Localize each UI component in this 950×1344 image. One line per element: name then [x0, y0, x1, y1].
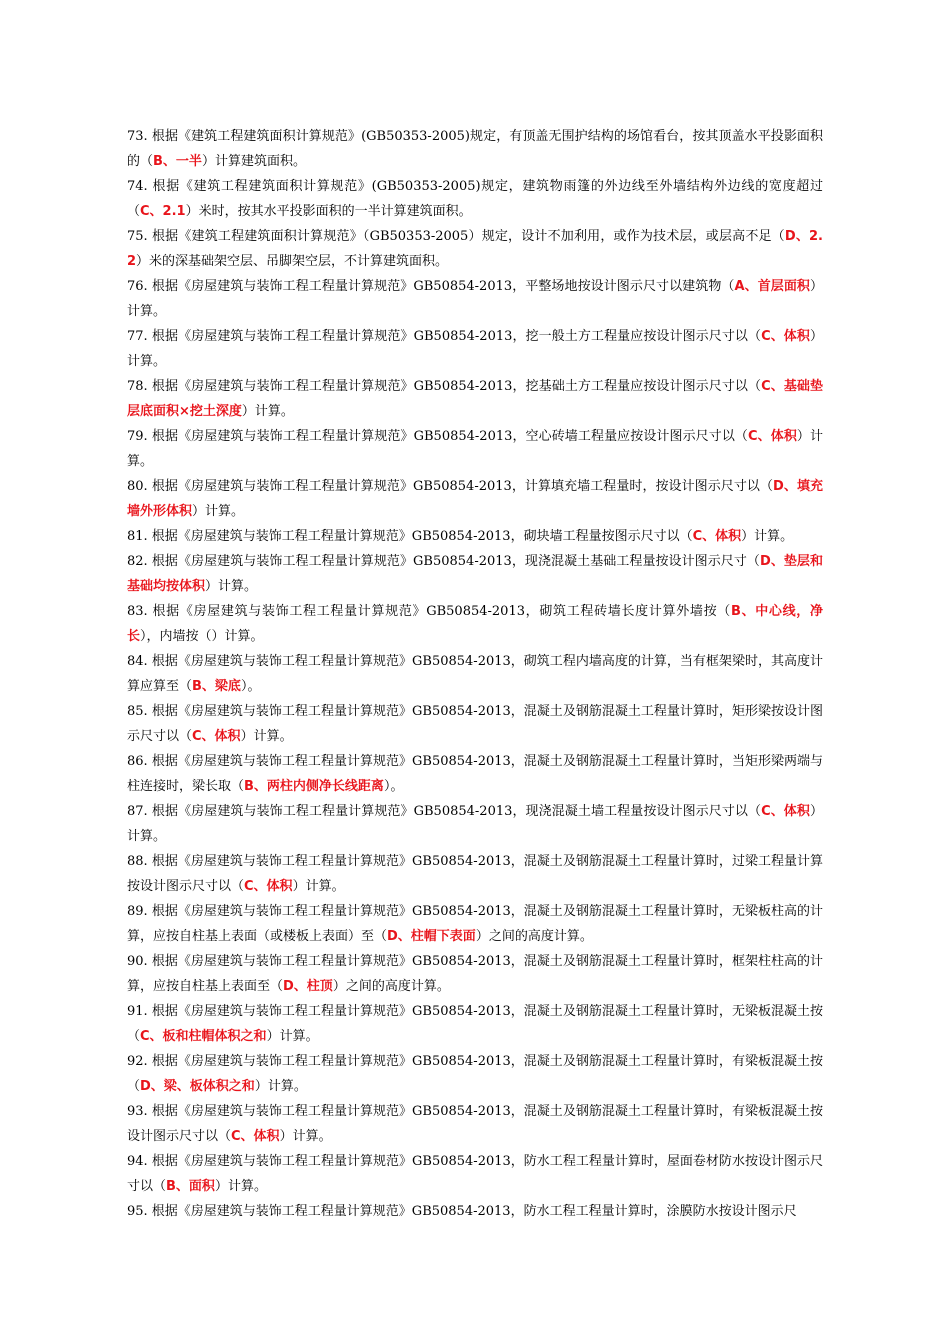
question-text-end: ）。 [240, 679, 261, 694]
question-item [127, 1049, 823, 1099]
question-text: 90. 根据《房屋建筑与装饰工程工程量计算规范》GB50854-2013，混凝土及钢筋混凝土工程量计算时，框架柱柱高的计算，应按自柱基上表面至（ [127, 954, 823, 994]
answer-text: C、板和柱帽体积之和 [140, 1029, 267, 1044]
question-item [127, 424, 823, 474]
answer-text: B、梁底 [192, 679, 241, 694]
question-text-end: ）计算。 [741, 529, 794, 544]
answer-text: B、两柱内侧净长线距离 [244, 779, 384, 794]
question-text: 93. 根据《房屋建筑与装饰工程工程量计算规范》GB50854-2013，混凝土及钢筋混凝土工程量计算时，有梁板混凝土按设计图示尺寸以（ [127, 1104, 823, 1144]
question-item [127, 274, 823, 324]
answer-text: C、体积 [231, 1129, 280, 1144]
question-text-end: ）计算。 [240, 729, 293, 744]
answer-text: C、体积 [244, 879, 293, 894]
question-text-end: ）之间的高度计算。 [332, 979, 450, 994]
answer-text: C、体积 [748, 429, 797, 444]
question-text: 84. 根据《房屋建筑与装饰工程工程量计算规范》GB50854-2013，砌筑工程内墙高度的计算，当有框架梁时，其高度计算应算至（ [127, 654, 823, 694]
question-text: 88. 根据《房屋建筑与装饰工程工程量计算规范》GB50854-2013，混凝土及钢筋混凝土工程量计算时，过梁工程量计算按设计图示尺寸以（ [127, 854, 823, 894]
answer-text: D、柱帽下表面 [387, 929, 476, 944]
question-item [127, 899, 823, 949]
question-text: 81. 根据《房屋建筑与装饰工程工程量计算规范》GB50854-2013，砌块墙工程量按图示尺寸以（ [127, 529, 693, 544]
question-list [127, 124, 823, 1224]
question-text-end: ）计算。 [127, 329, 823, 369]
answer-text: B、中心线，净长 [127, 604, 823, 644]
question-text: 85. 根据《房屋建筑与装饰工程工程量计算规范》GB50854-2013，混凝土及钢筋混凝土工程量计算时，矩形梁按设计图示尺寸以（ [127, 704, 823, 744]
question-text: 80. 根据《房屋建筑与装饰工程工程量计算规范》GB50854-2013，计算填充墙工程量时，按设计图示尺寸以（ [127, 479, 774, 494]
question-item [127, 224, 823, 274]
question-item [127, 124, 823, 174]
question-text-end: ）米时，按其水平投影面积的一半计算建筑面积。 [185, 204, 472, 219]
question-item [127, 549, 823, 599]
question-item [127, 374, 823, 424]
question-text: 75. 根据《建筑工程建筑面积计算规范》（GB50353-2005）规定，设计不加利用，或作为技术层，或层高不足（ [127, 229, 785, 244]
question-text: 78. 根据《房屋建筑与装饰工程工程量计算规范》GB50854-2013，挖基础土方工程量应按设计图示尺寸以（ [127, 379, 762, 394]
question-item [127, 1099, 823, 1149]
question-text: 89. 根据《房屋建筑与装饰工程工程量计算规范》GB50854-2013，混凝土及钢筋混凝土工程量计算时，无梁板柱高的计算，应按自柱基上表面（或楼板上表面）至（ [127, 904, 823, 944]
question-item [127, 699, 823, 749]
question-text: 94. 根据《房屋建筑与装饰工程工程量计算规范》GB50854-2013，防水工程工程量计算时，屋面卷材防水按设计图示尺寸以（ [127, 1154, 823, 1194]
question-text-end: ）计算。 [241, 404, 294, 419]
question-item [127, 849, 823, 899]
question-text-end: ），内墙按（）计算。 [140, 629, 264, 644]
question-item [127, 749, 823, 799]
answer-text: C、体积 [761, 329, 810, 344]
question-item [127, 1199, 823, 1224]
question-text-end: ）计算。 [214, 1179, 267, 1194]
question-item [127, 474, 823, 524]
question-text-end: ）计算。 [279, 1129, 332, 1144]
question-item [127, 1149, 823, 1199]
question-item [127, 949, 823, 999]
question-item [127, 324, 823, 374]
question-text-end: ）计算。 [266, 1029, 319, 1044]
answer-text: D、柱顶 [283, 979, 333, 994]
question-text: 91. 根据《房屋建筑与装饰工程工程量计算规范》GB50854-2013，混凝土及钢筋混凝土工程量计算时，无梁板混凝土按（ [127, 1004, 823, 1044]
question-text-end: ）计算建筑面积。 [201, 154, 306, 169]
question-text: 86. 根据《房屋建筑与装饰工程工程量计算规范》GB50854-2013，混凝土及钢筋混凝土工程量计算时，当矩形梁两端与柱连接时，梁长取（ [127, 754, 823, 794]
answer-text: A、首层面积 [734, 279, 810, 294]
question-text: 76. 根据《房屋建筑与装饰工程工程量计算规范》GB50854-2013，平整场地按设计图示尺寸以建筑物（ [127, 279, 735, 294]
question-text: 87. 根据《房屋建筑与装饰工程工程量计算规范》GB50854-2013，现浇混凝土墙工程量按设计图示尺寸以（ [127, 804, 762, 819]
question-text: 77. 根据《房屋建筑与装饰工程工程量计算规范》GB50854-2013，挖一般土方工程量应按设计图示尺寸以（ [127, 329, 762, 344]
question-text: 74. 根据《建筑工程建筑面积计算规范》(GB50353-2005)规定，建筑物雨篷的外边线至外墙结构外边线的宽度超过（ [127, 179, 823, 219]
question-text-end: ）计算。 [192, 504, 245, 519]
question-text: 95. 根据《房屋建筑与装饰工程工程量计算规范》GB50854-2013，防水工程工程量计算时，涂膜防水按设计图示尺 [127, 1204, 797, 1219]
question-item [127, 174, 823, 224]
question-text-end: ）米的深基础架空层、吊脚架空层，不计算建筑面积。 [136, 254, 449, 269]
answer-text: B、一半 [153, 154, 202, 169]
question-text-end: ）计算。 [127, 804, 823, 844]
question-item [127, 524, 823, 549]
answer-text: D、填充墙外形体积 [127, 479, 823, 519]
question-text-end: ）之间的高度计算。 [475, 929, 593, 944]
question-text-end: ）。 [383, 779, 404, 794]
question-text-end: ）计算。 [127, 279, 824, 319]
question-text: 83. 根据《房屋建筑与装饰工程工程量计算规范》GB50854-2013，砌筑工程砖墙长度计算外墙按（ [127, 604, 731, 619]
question-item [127, 649, 823, 699]
answer-text: D、2.2 [127, 229, 823, 269]
question-text: 92. 根据《房屋建筑与装饰工程工程量计算规范》GB50854-2013，混凝土及钢筋混凝土工程量计算时，有梁板混凝土按（ [127, 1054, 823, 1094]
question-item [127, 799, 823, 849]
answer-text: B、面积 [166, 1179, 215, 1194]
question-text: 73. 根据《建筑工程建筑面积计算规范》(GB50353-2005)规定，有顶盖无围护结构的场馆看台，按其顶盖水平投影面积的（ [127, 129, 823, 169]
question-text-end: ）计算。 [292, 879, 345, 894]
answer-text: C、基础垫层底面积×挖土深度 [127, 379, 823, 419]
answer-text: D、梁、板体积之和 [140, 1079, 255, 1094]
question-item [127, 599, 823, 649]
answer-text: C、体积 [692, 529, 742, 544]
question-item [127, 999, 823, 1049]
question-text: 82. 根据《房屋建筑与装饰工程工程量计算规范》GB50854-2013，现浇混凝土基础工程量按设计图示尺寸（ [127, 554, 760, 569]
question-text-end: ）计算。 [127, 429, 823, 469]
answer-text: C、2.1 [140, 204, 186, 219]
answer-text: C、体积 [192, 729, 241, 744]
question-text-end: ）计算。 [254, 1079, 307, 1094]
answer-text: C、体积 [761, 804, 810, 819]
question-text: 79. 根据《房屋建筑与装饰工程工程量计算规范》GB50854-2013，空心砖墙工程量应按设计图示尺寸以（ [127, 429, 749, 444]
answer-text: D、垫层和基础均按体积 [127, 554, 823, 594]
question-text-end: ）计算。 [205, 579, 258, 594]
